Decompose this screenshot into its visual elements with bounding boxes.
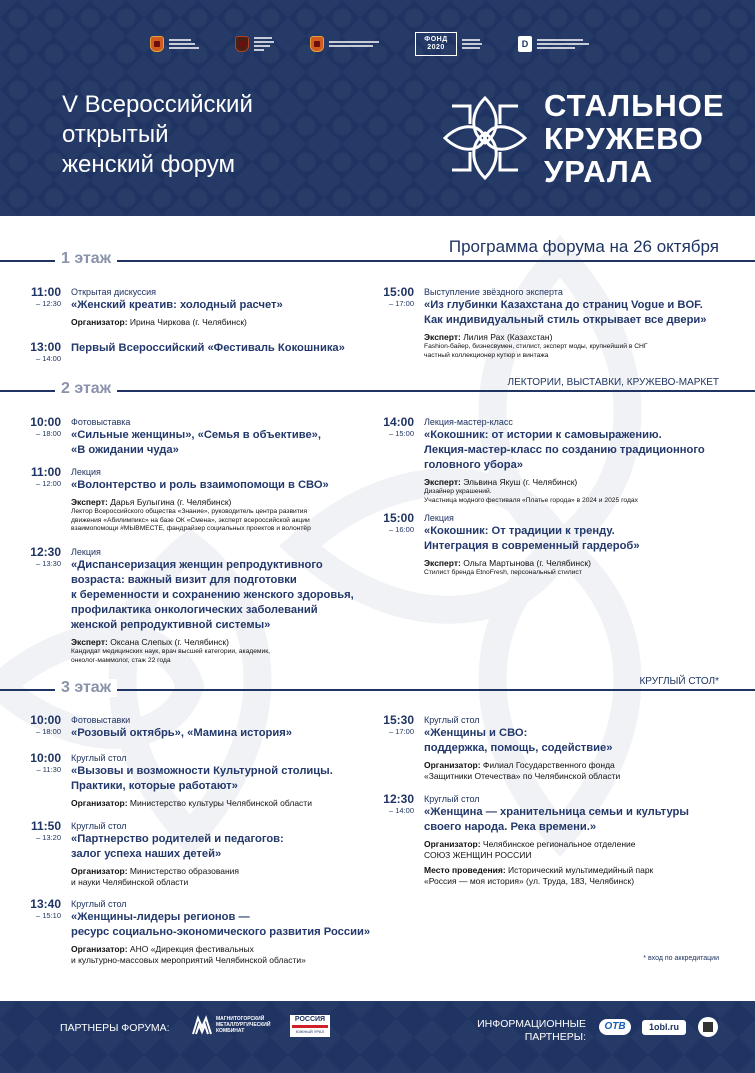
event-expert: Эксперт: Оксана Слепых (г. Челябинск) [71,637,229,647]
event-organizer: Организатор: Ирина Чиркова (г. Челябинск) [71,317,247,327]
partners-label: ПАРТНЕРЫ ФОРУМА: [60,1022,170,1034]
event-time: 12:30 – 13:30 [30,545,61,568]
logo-festival-directorate [518,36,589,52]
event-title: возраста: важный визит для подготовки [71,574,297,586]
event-organizer: Организатор: Филиал Государственного фонда «Защитники Отечества» по Челябинской области [424,760,621,781]
event-title: к беременности и сохранению женского здоровья, [71,589,354,601]
event-title: «Волонтерство и роль взаимопомощи в СВО» [71,479,329,491]
event-time: 15:00 – 17:00 [383,285,414,308]
event-item [380,714,730,782]
expert-description: частный коллекционер кутюр и винтажа [424,351,549,359]
event-time: 10:00 – 11:30 [30,751,61,774]
mmk-icon [192,1015,212,1035]
partner-logo-mmk: МАГНИТОГОРСКИЙ МЕТАЛЛУРГИЧЕСКИЙ КОМБИНАТ [192,1015,271,1035]
logo-governor [150,36,199,52]
event-title: женской репродуктивной системы» [71,619,271,631]
coat-of-arms-icon [310,36,324,52]
event-item [27,546,372,665]
lace-flower-icon [440,88,530,188]
expert-description: Стилист бренда EtnoFresh, персональный стилист [424,569,582,576]
event-title: «Женщины и СВО: [424,727,528,739]
brand-name: СТАЛЬНОЕ КРУЖЕВО УРАЛА [544,87,725,189]
event-title: «Кокошник: от истории к самовыражению. [424,429,662,441]
floor-label-3: 3 этаж [55,679,117,697]
event-title: «Кокошник: От традиции к тренду. [424,525,615,537]
event-time: 15:30 – 17:00 [383,713,414,736]
event-time: 12:30 – 14:00 [383,792,414,815]
forum-title: V Всероссийский открытый женский форум [62,91,253,178]
event-item [27,341,367,364]
floor-label-2: 2 этаж [55,380,117,398]
event-title: профилактика онкологических заболеваний [71,604,318,616]
event-time: 11:00 – 12:30 [30,285,61,308]
event-type: Круглый стол [71,821,127,831]
floor-1-tag: ЛЕКТОРИИ, ВЫСТАВКИ, КРУЖЕВО-МАРКЕТ [507,377,719,388]
event-item [380,793,730,887]
event-time: 10:00 – 18:00 [30,713,61,736]
event-organizer: Организатор: АНО «Дирекция фестивальных и культурно-массовых мероприятий Челябинской области» [71,944,306,965]
event-organizer: Организатор: Министерство культуры Челябинской области [71,798,312,808]
event-item [380,286,730,360]
event-title: ресурс социально-экономического развития России» [71,926,371,938]
event-item [380,512,730,578]
expert-description: Участница модного фестиваля «Платье города» в 2024 и 2025 годах [424,496,638,504]
event-title: «Вызовы и возможности Культурной столицы. [71,765,333,777]
event-title: «Розовый октябрь», «Мамина история» [71,727,292,739]
event-item [27,752,367,809]
event-expert: Эксперт: Дарья Булыгина (г. Челябинск) [71,497,232,507]
event-title: Как индивидуальный стиль открывает все двери» [424,314,707,326]
expert-description: Лектор Всероссийского общества «Знание», руководитель центра развития [71,508,308,515]
event-title: залог успеха наших детей» [71,848,222,860]
event-type: Выступление звёздного эксперта [424,287,563,297]
event-title: Интеграция в современный гардероб» [424,540,640,552]
logo-city [235,36,274,52]
fond-logo: ФОНД 2020 [415,32,457,56]
event-title: «Партнерство родителей и педагогов: [71,833,284,845]
event-item [27,286,367,328]
event-type: Фотовыставка [71,417,131,427]
logo-ministry-culture [310,36,379,52]
event-item [27,820,367,888]
partner-logo-otv: ОТВ [599,1019,631,1035]
event-title: Практики, которые работают» [71,780,238,792]
event-time: 11:00 – 12:00 [30,465,61,488]
event-title: Первый Всероссийский «Фестиваль Кокошника» [71,342,345,354]
event-title: «Сильные женщины», «Семья в объективе», [71,429,321,441]
expert-description: Кандидат медицинских наук, врач высшей категории, академик, [71,648,271,655]
event-type: Круглый стол [424,794,480,804]
event-title: Лекция-мастер-класс по созданию традиционного [424,444,705,456]
expert-description: взаимопомощи #МЫВМЕСТЕ, фандрайзер социальных проектов и волонтёр [71,525,311,533]
event-item [27,416,367,458]
event-time: 10:00 – 18:00 [30,415,61,438]
event-type: Лекция [71,467,101,477]
logo-fond-2020 [415,32,482,56]
event-title: поддержка, помощь, содействие» [424,742,613,754]
event-item [380,416,730,505]
event-time: 11:50 – 13:20 [30,819,61,842]
event-expert: Эксперт: Ольга Мартынова (г. Челябинск) [424,558,591,568]
event-title: головного убора» [424,459,524,471]
header-banner [0,0,755,216]
event-time: 15:00 – 16:00 [383,511,414,534]
expert-description: Дизайнер украшений. [424,488,492,495]
coat-of-arms-icon [150,36,164,52]
event-venue: Место проведения: Исторический мультимедийный парк «Россия — моя история» (ул. Труда, 183, Челябинск) [424,865,654,886]
expert-description: Fashion-байер, бизнесвумен, стилист, эксперт моды, крупнейший в СНГ [424,343,648,350]
event-title: «Женщина — хранительница семьи и культуры [424,806,689,818]
event-item [27,466,367,534]
floor-label-1: 1 этаж [55,250,117,268]
event-type: Лекция [71,547,101,557]
event-type: Круглый стол [71,753,127,763]
info-partners-label: ИНФОРМАЦИОННЫЕ ПАРТНЕРЫ: [477,1018,586,1043]
event-time: 14:00 – 15:00 [383,415,414,438]
event-title: «Женщины-лидеры регионов — [71,911,250,923]
event-type: Открытая дискуссия [71,287,157,297]
event-title: «Диспансеризация женщин репродуктивного [71,559,323,571]
event-expert: Эксперт: Лилия Рах (Казахстан) [424,332,553,342]
event-time: 13:00 – 14:00 [30,340,61,363]
event-type: Лекция [424,513,454,523]
event-type: Круглый стол [71,899,127,909]
directorate-icon: D [518,36,532,52]
event-time: 13:40 – 15:10 [30,897,61,920]
event-type: Фотовыставки [71,715,131,725]
expert-description: движения «Абилимпикс» на базе ОК «Смена», эксперт всероссийской акции [71,516,310,524]
event-title: своего народа. Река времени.» [424,821,597,833]
event-title: «В ожидании чуда» [71,444,179,456]
accreditation-footnote: * вход по аккредитации [643,955,719,962]
event-type: Лекция-мастер-класс [424,417,513,427]
organizer-logos [150,30,625,58]
event-expert: Эксперт: Эльвина Якуш (г. Челябинск) [424,477,578,487]
event-title: «Женский креатив: холодный расчет» [71,299,283,311]
program-title: Программа форума на 26 октября [448,237,719,256]
expert-description: онколог-маммолог, стаж 22 года [71,656,171,664]
brand-logo [440,88,725,188]
footer-partners [0,1001,755,1073]
event-item [27,898,372,966]
partner-logo-russia: РОССИЯ ЮЖНЫЙ УРАЛ [290,1015,330,1037]
partner-logo-1obl: 1obl.ru [642,1020,686,1035]
floor-2-tag: КРУГЛЫЙ СТОЛ* [639,676,719,687]
event-title: «Из глубинки Казахстана до страниц Vogue и BOF. [424,299,703,311]
event-organizer: Организатор: Челябинское региональное отделение СОЮЗ ЖЕНЩИН РОССИИ [424,839,636,860]
event-type: Круглый стол [424,715,480,725]
coat-of-arms-icon [235,36,249,52]
event-organizer: Организатор: Министерство образования и науки Челябинской области [71,866,240,887]
event-item [27,714,367,741]
partner-logo-round-icon [698,1017,718,1037]
